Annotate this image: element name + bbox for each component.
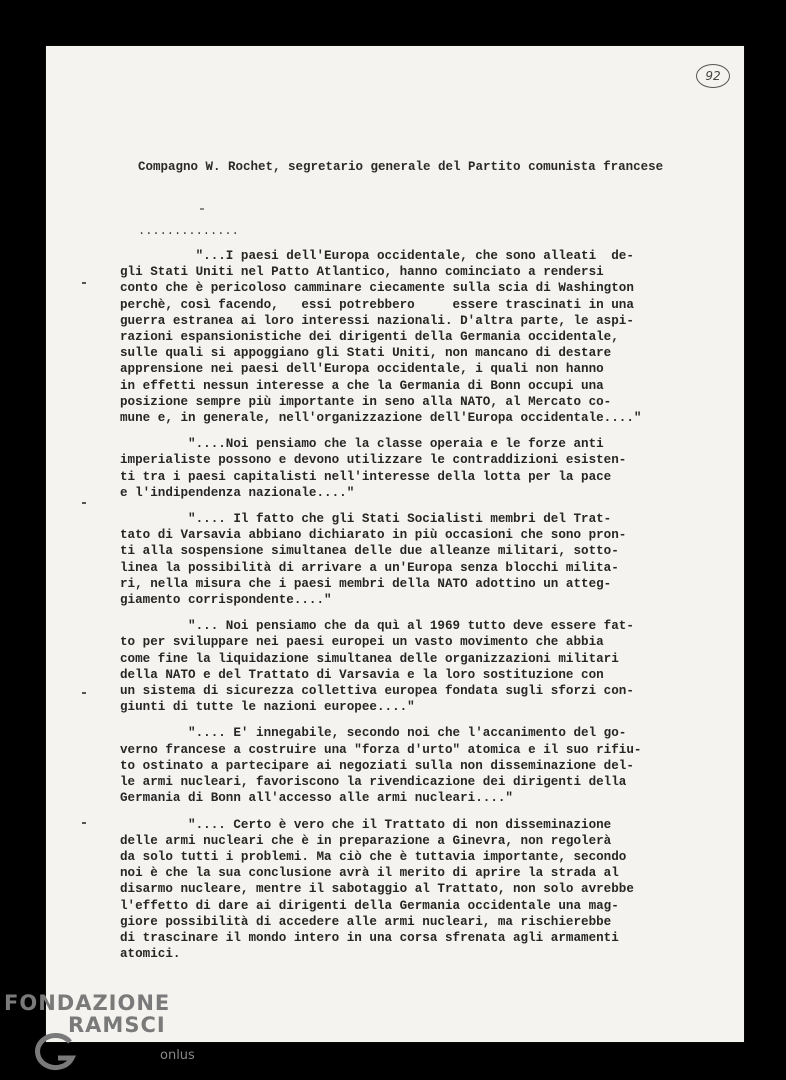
text-line: un sistema di sicurezza collettiva europea fondata sugli sforzi con- xyxy=(120,684,634,699)
document-page xyxy=(46,46,744,1042)
text-line: ti tra i paesi capitalisti nell'interesse della lotta per la pace xyxy=(120,469,612,484)
text-line: l'effetto di dare ai dirigenti della Germania occidentale una mag- xyxy=(120,898,619,913)
text-line: disarmo nucleare, mentre il sabotaggio al Trattato, non solo avrebbe xyxy=(120,882,634,897)
gramsci-g-icon xyxy=(30,1032,78,1072)
text-line: to ostinato a partecipare ai negoziati sulla non disseminazione del- xyxy=(120,758,634,773)
watermark-logo xyxy=(4,992,170,1036)
text-line: conto che è pericoloso camminare ciecamente sulla scia di Washington xyxy=(120,281,634,296)
margin-mark xyxy=(82,692,86,694)
text-line: giamento corrispondente...." xyxy=(120,593,332,608)
text-line: verno francese a costruire una "forza d'urto" atomica e il suo rifiu- xyxy=(120,742,642,757)
text-line: tato di Varsavia abbiano dichiarato in più occasioni che sono pron- xyxy=(120,528,627,543)
text-line: "... Noi pensiamo che da quì al 1969 tutto deve essere fat- xyxy=(120,619,634,634)
paragraph xyxy=(120,725,720,806)
watermark-line1: FONDAZIONE xyxy=(4,991,171,1015)
text-line: apprensione nei paesi dell'Europa occidentale, i quali non hanno xyxy=(120,362,604,377)
text-line: mune e, in generale, nell'organizzazione dell'Europa occidentale...." xyxy=(120,411,642,426)
text-line: ri, nella misura che i paesi membri della NATO adottino un atteg- xyxy=(120,576,612,591)
text-line: sulle quali si appoggiano gli Stati Uniti, non mancano di destare xyxy=(120,346,612,361)
text-line: le armi nucleari, favoriscono la rivendicazione dei dirigenti della xyxy=(120,775,627,790)
text-line: come fine la liquidazione simultanea delle organizzazioni militari xyxy=(120,651,619,666)
text-line: atomici. xyxy=(120,947,181,962)
text-line: in effetti nessun interesse a che la Germania di Bonn occupi una xyxy=(120,378,604,393)
text-line: giore possibilità di accedere alle armi nucleari, ma rischierebbe xyxy=(120,914,612,929)
margin-mark xyxy=(82,282,86,284)
margin-mark xyxy=(82,502,86,504)
text-line: giunti di tutte le nazioni europee...." xyxy=(120,700,415,715)
text-line: ".... Certo è vero che il Trattato di non disseminazione xyxy=(120,817,612,832)
paragraph xyxy=(120,248,720,426)
text-line: to per sviluppare nei paesi europei un vasto movimento che abbia xyxy=(120,635,604,650)
text-line: razioni espansionistiche dei dirigenti della Germania occidentale, xyxy=(120,330,619,345)
page-number: 92 xyxy=(696,64,730,88)
paragraph xyxy=(120,618,720,715)
text-line: noi è che la sua conclusione avrà il merito di aprire la strada al xyxy=(120,866,619,881)
text-line: perchè, così facendo, essi potrebbero essere trascinati in una xyxy=(120,297,634,312)
text-line: posizione sempre più importante in seno alla NATO, al Mercato co- xyxy=(120,394,612,409)
text-line: della NATO e del Trattato di Varsavia e la loro sostituzione con xyxy=(120,667,604,682)
watermark-line2: RAMSCI xyxy=(68,1013,166,1037)
text-line: ti alla sospensione simultanea delle due alleanze militari, sotto- xyxy=(120,544,619,559)
stray-mark xyxy=(200,208,204,210)
text-line: di trascinare il mondo intero in una corsa sfrenata agli armamenti xyxy=(120,930,619,945)
text-line: "...I paesi dell'Europa occidentale, che sono alleati de- xyxy=(120,249,634,263)
text-line: gli Stati Uniti nel Patto Atlantico, hanno cominciato a rendersi xyxy=(120,265,604,280)
text-line: "....Noi pensiamo che la classe operaia e le forze anti xyxy=(120,437,604,452)
paragraph xyxy=(120,817,720,963)
text-line: imperialiste possono e devono utilizzare le contraddizioni esisten- xyxy=(120,453,627,468)
text-line: ".... E' innegabile, secondo noi che l'accanimento del go- xyxy=(120,726,627,741)
document-body xyxy=(120,248,720,972)
text-line: e l'indipendenza nazionale...." xyxy=(120,485,355,500)
text-line: da solo tutti i problemi. Ma ciò che è tuttavia importante, secondo xyxy=(120,849,627,864)
margin-mark xyxy=(82,822,86,824)
text-line: guerra estranea ai loro interessi nazionali. D'altra parte, le aspi- xyxy=(120,313,634,328)
text-line: delle armi nucleari che è in preparazione a Ginevra, non regolerà xyxy=(120,833,612,848)
paragraph xyxy=(120,436,720,501)
paragraph xyxy=(120,511,720,608)
text-line: ".... Il fatto che gli Stati Socialisti membri del Trat- xyxy=(120,512,612,527)
text-line: linea la possibilità di arrivare a un'Europa senza blocchi milita- xyxy=(120,560,619,575)
watermark-suffix: onlus xyxy=(160,1048,195,1063)
ellipsis-line: .............. xyxy=(138,224,239,238)
text-line: Germania di Bonn all'accesso alle armi nucleari...." xyxy=(120,791,513,806)
document-title: Compagno W. Rochet, segretario generale del Partito comunista francese xyxy=(138,160,664,174)
